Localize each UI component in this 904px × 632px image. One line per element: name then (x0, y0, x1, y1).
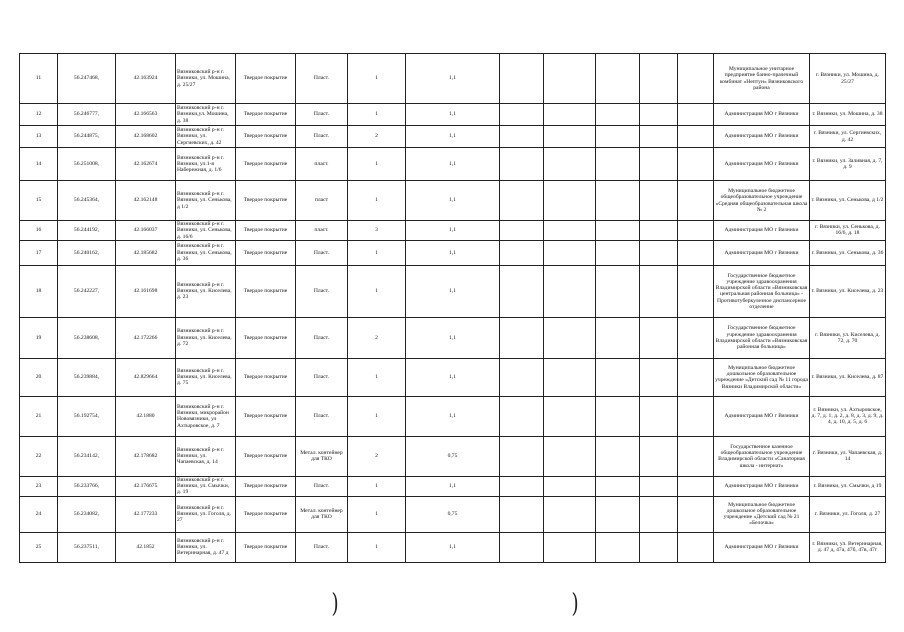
cell-empty (678, 476, 714, 496)
cell-served-objects: г. Вязники, ул. Киселева, д. 72, д. 70 (810, 317, 886, 358)
cell-address: Вязниковский р-н г. Вязники, ул. Смычки, д. 19 (176, 476, 236, 496)
cell-empty (596, 126, 640, 148)
cell-address: Вязниковский р-н г. Вязники, ул. Сенькова, д 1/2 (176, 181, 236, 221)
cell-longitude: 42.166563 (116, 104, 176, 126)
cell-surface: Твердое покрытие (236, 496, 296, 532)
cell-empty (500, 496, 544, 532)
cell-address: Вязниковский р-н г. Вязники, ул. Гоголя, д. 27 (176, 496, 236, 532)
cell-empty (544, 221, 596, 241)
cell-address: Вязниковский р-н г. Вязники, ул. Киселева, д. 72 (176, 317, 236, 358)
cell-container-material: Метал. контейнер для ТКО (296, 436, 348, 476)
cell-served-objects: г. Вязники, ул. Гоголя, д. 27 (810, 496, 886, 532)
cell-latitude: 56.234082, (58, 496, 116, 532)
cell-empty (500, 358, 544, 396)
cell-empty (678, 126, 714, 148)
cell-empty (500, 54, 544, 104)
cell-empty (544, 54, 596, 104)
table-row (20, 358, 886, 396)
cell-empty (678, 358, 714, 396)
table-row (20, 126, 886, 148)
cell-empty (544, 265, 596, 317)
cell-container-volume: 1,1 (406, 221, 500, 241)
cell-empty (544, 181, 596, 221)
cell-empty (596, 104, 640, 126)
cell-container-volume: 1,1 (406, 476, 500, 496)
cell-empty (678, 221, 714, 241)
cell-served-objects: г. Вязники, ул. Чапаевская, д. 14 (810, 436, 886, 476)
cell-container-volume: 1,1 (406, 240, 500, 265)
cell-empty (544, 148, 596, 181)
cell-empty (640, 240, 678, 265)
cell-empty (678, 436, 714, 476)
cell-owner: Муниципальное бюджетное дошкольное образовательное учреждение «Детский сад № 21 «Белочка» (714, 496, 810, 532)
cell-longitude: 42.185682 (116, 240, 176, 265)
cell-container-material: Пласт. (296, 358, 348, 396)
cell-empty (678, 532, 714, 562)
table-row (20, 317, 886, 358)
cell-container-count: 1 (348, 148, 406, 181)
cell-served-objects: г. Вязники, ул. Ахтыровское, д. 7, д. 1, д. 2, д. 8, д. 3, д. 9, д. 4, д. 10, д. 5, д. 6 (810, 396, 886, 436)
cell-empty (596, 221, 640, 241)
cell-number: 24 (20, 496, 58, 532)
cell-longitude: 42.168602 (116, 126, 176, 148)
cell-empty (640, 317, 678, 358)
cell-latitude: 56.245364, (58, 181, 116, 221)
cell-address: Вязниковский р-н г. Вязники, микрорайон Нововязники, ул Ахтыровское, д. 7 (176, 396, 236, 436)
cell-empty (640, 181, 678, 221)
cell-address: Вязниковский р-н г. Вязники, ул. Ветеринарная, д. 47 д (176, 532, 236, 562)
cell-container-material: Пласт. (296, 54, 348, 104)
table-row (20, 396, 886, 436)
cell-empty (596, 240, 640, 265)
cell-empty (596, 532, 640, 562)
cell-owner: Администрация МО г Вязники (714, 240, 810, 265)
cell-container-count: 1 (348, 104, 406, 126)
cell-empty (640, 126, 678, 148)
table-row (20, 221, 886, 241)
cell-longitude: 42.172266 (116, 317, 176, 358)
cell-number: 25 (20, 532, 58, 562)
cell-longitude: 42.162674 (116, 148, 176, 181)
cell-served-objects: г. Вязники, ул. Ветеринарная, д. 47 д, 47а, 47б, 47в, 47г (810, 532, 886, 562)
cell-latitude: 56.239884, (58, 358, 116, 396)
cell-served-objects: г. Вязники, ул. Мошина, д. 38 (810, 104, 886, 126)
cell-served-objects: г. Вязники, ул. Сенькова, д 1/2 (810, 181, 886, 221)
cell-latitude: 56.234142, (58, 436, 116, 476)
cell-empty (544, 358, 596, 396)
cell-number: 13 (20, 126, 58, 148)
cell-longitude: 42.162148 (116, 181, 176, 221)
cell-address: Вязниковский р-н г. Вязники, ул. Сергиевских, д. 42 (176, 126, 236, 148)
cell-container-volume: 1,1 (406, 54, 500, 104)
cell-number: 15 (20, 181, 58, 221)
cell-empty (678, 396, 714, 436)
cell-empty (640, 148, 678, 181)
cell-empty (678, 265, 714, 317)
cell-container-count: 1 (348, 358, 406, 396)
cell-number: 20 (20, 358, 58, 396)
cell-container-count: 1 (348, 54, 406, 104)
cell-number: 14 (20, 148, 58, 181)
cell-surface: Твердое покрытие (236, 240, 296, 265)
cell-latitude: 56.244875, (58, 126, 116, 148)
cell-container-material: Пласт. (296, 126, 348, 148)
cell-number: 23 (20, 476, 58, 496)
cell-address: Вязниковский р-н г. Вязники, ул. Мошина, д. 25/27 (176, 54, 236, 104)
cell-empty (500, 126, 544, 148)
table-row (20, 436, 886, 476)
cell-owner: Государственное бюджетное учреждение здравоохранения Владимирской области «Вязниковская районная больница» (714, 317, 810, 358)
cell-empty (596, 476, 640, 496)
cell-number: 17 (20, 240, 58, 265)
cell-container-volume: 1,1 (406, 532, 500, 562)
cell-empty (640, 265, 678, 317)
cell-container-material: Пласт. (296, 396, 348, 436)
cell-container-material: Метал. контейнер для ТКО (296, 496, 348, 532)
cell-container-count: 1 (348, 476, 406, 496)
cell-latitude: 56.247468, (58, 54, 116, 104)
cell-empty (500, 240, 544, 265)
cell-served-objects: г. Вязники, ул. Смычки, д 19 (810, 476, 886, 496)
cell-empty (544, 240, 596, 265)
cell-empty (500, 221, 544, 241)
cell-surface: Твердое покрытие (236, 532, 296, 562)
cell-empty (500, 181, 544, 221)
cell-owner: Администрация МО г Вязники (714, 148, 810, 181)
cell-empty (596, 396, 640, 436)
cell-empty (640, 476, 678, 496)
cell-served-objects: г. Вязники, ул. Сенькова, д. 16/6, д. 18 (810, 221, 886, 241)
cell-container-volume: 1,1 (406, 396, 500, 436)
cell-longitude: 42.178682 (116, 436, 176, 476)
cell-address: Вязниковский р-н г. Вязники, ул. Киселева, д. 75 (176, 358, 236, 396)
cell-empty (544, 317, 596, 358)
cell-empty (596, 181, 640, 221)
cell-owner: Муниципальное бюджетное дошкольное образовательное учреждение «Детский сад № 11 города Вязники Владимирской области» (714, 358, 810, 396)
cell-container-volume: 1,1 (406, 265, 500, 317)
cell-latitude: 56.251008, (58, 148, 116, 181)
cell-empty (596, 54, 640, 104)
cell-empty (500, 317, 544, 358)
cell-container-material: Пласт. (296, 476, 348, 496)
cell-longitude: 42.177233 (116, 496, 176, 532)
cell-longitude: 42.166037 (116, 221, 176, 241)
cell-surface: Твердое покрытие (236, 181, 296, 221)
cell-empty (596, 436, 640, 476)
cell-address: Вязниковский р-н г. Вязники, ул.1-я Набережная, д. 1/6 (176, 148, 236, 181)
table-row (20, 496, 886, 532)
cell-served-objects: г. Вязники, ул. Заливная, д. 7, д. 9 (810, 148, 886, 181)
cell-empty (678, 317, 714, 358)
cell-empty (640, 396, 678, 436)
cell-container-volume: 1,1 (406, 126, 500, 148)
cell-empty (596, 317, 640, 358)
cell-owner: Администрация МО г Вязники (714, 396, 810, 436)
cell-empty (544, 436, 596, 476)
cell-empty (596, 496, 640, 532)
cell-empty (500, 436, 544, 476)
cell-container-count: 2 (348, 436, 406, 476)
cell-empty (596, 265, 640, 317)
cell-surface: Твердое покрытие (236, 104, 296, 126)
cell-latitude: 56.246777, (58, 104, 116, 126)
cell-longitude: 42.176675 (116, 476, 176, 496)
cell-container-count: 1 (348, 496, 406, 532)
cell-owner: Муниципальное унитарное предприятие банно-прачечный комбинат «Нептун» Вязниковского района (714, 54, 810, 104)
cell-served-objects: г. Вязники, ул. Сергиевских, д. 42 (810, 126, 886, 148)
cell-latitude: 56.233766, (58, 476, 116, 496)
table-body (20, 54, 886, 563)
cell-container-count: 2 (348, 126, 406, 148)
cell-surface: Твердое покрытие (236, 396, 296, 436)
cell-empty (544, 476, 596, 496)
cell-container-count: 1 (348, 396, 406, 436)
cell-container-count: 1 (348, 532, 406, 562)
cell-address: Вязниковский р-н г. Вязники, ул. Сенькова, д. 36 (176, 240, 236, 265)
table-row (20, 240, 886, 265)
cell-empty (500, 476, 544, 496)
cell-latitude: 56.238608, (58, 317, 116, 358)
cell-number: 19 (20, 317, 58, 358)
table-row (20, 181, 886, 221)
cell-latitude: 56.244192, (58, 221, 116, 241)
cell-served-objects: г. Вязники, ул. Мошина, д. 25/27 (810, 54, 886, 104)
cell-owner: Администрация МО г Вязники (714, 532, 810, 562)
table-row (20, 476, 886, 496)
cell-surface: Твердое покрытие (236, 358, 296, 396)
waste-sites-table (19, 53, 886, 563)
table-row (20, 148, 886, 181)
cell-container-count: 1 (348, 181, 406, 221)
cell-container-material: пласт (296, 181, 348, 221)
cell-container-count: 2 (348, 317, 406, 358)
cell-served-objects: г. Вязники, ул. Киселева, д. 23 (810, 265, 886, 317)
cell-empty (544, 396, 596, 436)
cell-number: 16 (20, 221, 58, 241)
cell-empty (544, 104, 596, 126)
cell-empty (500, 148, 544, 181)
cell-empty (640, 532, 678, 562)
cell-empty (500, 265, 544, 317)
cell-empty (500, 396, 544, 436)
cell-empty (500, 532, 544, 562)
cell-owner: Администрация МО г Вязники (714, 126, 810, 148)
cell-empty (640, 496, 678, 532)
table-row (20, 265, 886, 317)
cell-owner: Государственное казенное общеобразовательное учреждение Владимирской области «Санаторная школа - интернат» (714, 436, 810, 476)
cell-empty (678, 496, 714, 532)
cell-empty (596, 148, 640, 181)
cell-container-count: 3 (348, 221, 406, 241)
cell-empty (596, 358, 640, 396)
cell-owner: Государственное бюджетное учреждение здравоохранения Владимирской области «Вязниковская центральная районная больница» - Противотуберкулезное диспансерное отделение (714, 265, 810, 317)
cell-container-material: Пласт. (296, 317, 348, 358)
cell-longitude: 42.1852 (116, 532, 176, 562)
cell-surface: Твердое покрытие (236, 317, 296, 358)
cell-empty (640, 436, 678, 476)
cell-container-material: Пласт. (296, 532, 348, 562)
cell-empty (678, 148, 714, 181)
cell-surface: Твердое покрытие (236, 148, 296, 181)
cell-address: Вязниковский р-н г. Вязники,ул. Мошина, д. 38 (176, 104, 236, 126)
cell-address: Вязниковский р-н г. Вязники, ул. Киселева, д. 23 (176, 265, 236, 317)
cell-container-material: пласт. (296, 221, 348, 241)
cell-container-material: Пласт. (296, 240, 348, 265)
cell-surface: Твердое покрытие (236, 221, 296, 241)
cell-number: 21 (20, 396, 58, 436)
cell-number: 18 (20, 265, 58, 317)
cell-served-objects: г. Вязники, ул. Сенькова, д. 36 (810, 240, 886, 265)
cell-empty (678, 240, 714, 265)
cell-owner: Муниципальное бюджетное общеобразовательное учреждение «Средняя общеобразовательная школа № 2 (714, 181, 810, 221)
cell-container-volume: 1,1 (406, 104, 500, 126)
page-mark-right: ) (571, 589, 579, 619)
cell-empty (544, 126, 596, 148)
cell-container-volume: 1,1 (406, 317, 500, 358)
cell-longitude: 42.829664 (116, 358, 176, 396)
cell-longitude: 42.163924 (116, 54, 176, 104)
cell-served-objects: г. Вязники, ул. Киселева, д. 87 (810, 358, 886, 396)
cell-address: Вязниковский р-н г. Вязники, ул. Чапаевская, д. 14 (176, 436, 236, 476)
cell-empty (544, 532, 596, 562)
table-row (20, 54, 886, 104)
cell-surface: Твердое покрытие (236, 436, 296, 476)
table-row (20, 104, 886, 126)
cell-number: 12 (20, 104, 58, 126)
cell-container-volume: 0,75 (406, 496, 500, 532)
cell-empty (678, 104, 714, 126)
cell-latitude: 56.242227, (58, 265, 116, 317)
page-mark-left: ) (331, 589, 339, 619)
cell-container-volume: 1,1 (406, 148, 500, 181)
cell-container-count: 1 (348, 240, 406, 265)
cell-empty (640, 54, 678, 104)
cell-empty (640, 221, 678, 241)
cell-container-volume: 1,1 (406, 181, 500, 221)
cell-longitude: 42.161698 (116, 265, 176, 317)
cell-surface: Твердое покрытие (236, 126, 296, 148)
cell-latitude: 56.237511, (58, 532, 116, 562)
cell-container-volume: 0,75 (406, 436, 500, 476)
cell-container-material: пласт. (296, 148, 348, 181)
cell-surface: Твердое покрытие (236, 265, 296, 317)
cell-latitude: 56.192754, (58, 396, 116, 436)
cell-owner: Администрация МО г Вязники (714, 221, 810, 241)
cell-owner: Администрация МО г Вязники (714, 104, 810, 126)
cell-empty (544, 496, 596, 532)
cell-address: Вязниковский р-н г. Вязники, ул. Сенькова, д. 16/6 (176, 221, 236, 241)
cell-empty (678, 54, 714, 104)
cell-container-count: 1 (348, 265, 406, 317)
cell-number: 11 (20, 54, 58, 104)
cell-latitude: 56.240162, (58, 240, 116, 265)
cell-empty (500, 104, 544, 126)
cell-container-volume: 1,1 (406, 358, 500, 396)
cell-container-material: Пласт. (296, 265, 348, 317)
cell-surface: Твердое покрытие (236, 476, 296, 496)
cell-container-material: Пласт. (296, 104, 348, 126)
cell-empty (640, 104, 678, 126)
cell-empty (640, 358, 678, 396)
cell-owner: Администрация МО г Вязники (714, 476, 810, 496)
cell-longitude: 42.1880 (116, 396, 176, 436)
table-row (20, 532, 886, 562)
cell-empty (678, 181, 714, 221)
cell-number: 22 (20, 436, 58, 476)
cell-surface: Твердое покрытие (236, 54, 296, 104)
